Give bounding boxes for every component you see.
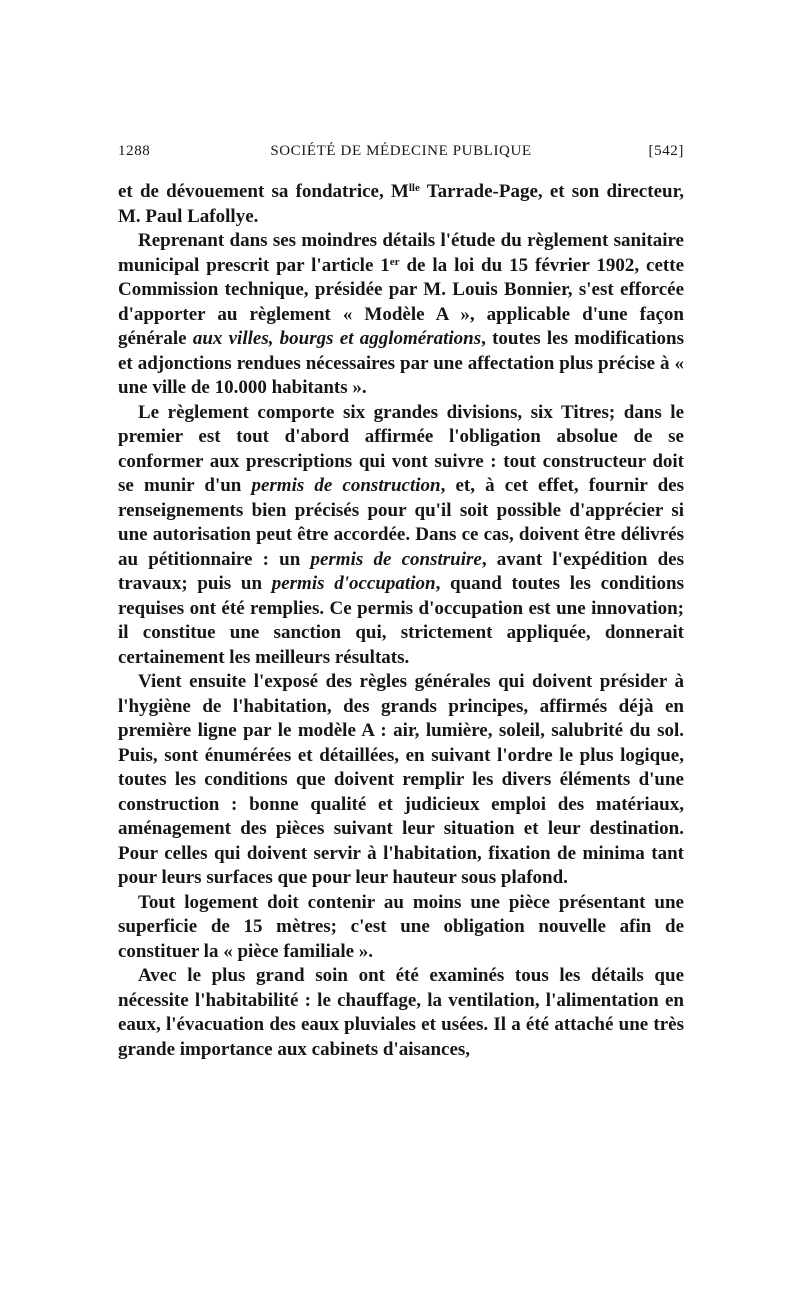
p1-text-2: Tarrade-Page, et son directeur, M. Paul Lafollye.	[118, 181, 685, 227]
p6-text-1: Avec le plus grand soin ont été examinés tous les détails que nécessite l'habitabilité : le chauffage, la ventilation, l'alimentation en eaux, l'évacuation des eaux pluviales et usées. Il a été attaché une très grande importance aux cabinets d'aisances,	[118, 965, 684, 1060]
p2-text-2: de la loi du 15 février 1902, cette Commission technique, présidée par M. Louis Bonnier, s'est efforcée d'apporter au règlement « Modèle A », applicable d'une façon générale	[118, 254, 685, 349]
p3-italic-2: permis de construire	[310, 548, 482, 570]
body-text	[118, 180, 684, 1062]
p1-text-1: et de dévouement sa fondatrice, M	[118, 181, 409, 202]
running-head	[118, 143, 684, 167]
p3-text-1: Le règlement comporte six grandes divisions, six Titres; dans le premier est tout d'abord affirmée l'obligation absolue de se conformer aux prescriptions qui vont suivre : tout constructeur doit se munir d'un	[118, 401, 684, 496]
section-ref: [542]	[648, 143, 684, 159]
p3-text-4: , quand toutes les conditions requises ont été remplies. Ce permis d'occupation est une innovation; il constitue une sanction qui, strictement appliquée, donnerait certainement les meilleurs résultats.	[118, 573, 684, 668]
p1-superscript: lle	[408, 182, 420, 194]
running-title: SOCIÉTÉ DE MÉDECINE PUBLIQUE	[270, 143, 532, 159]
p3-text-3: , avant l'expédition des travaux; puis un	[118, 548, 684, 594]
paragraph-3	[118, 401, 684, 671]
paragraph-1	[118, 180, 684, 229]
paragraph-5	[118, 891, 684, 965]
p3-text-2: , et, à cet effet, fournir des renseignements bien précisés pour qu'il soit possible d'apprécier si une autorisation peut être accordée. Dans ce cas, doivent être délivrés au pétitionnaire : un	[118, 475, 685, 570]
p3-italic-1: permis de construction	[251, 475, 441, 496]
p2-italic-1: aux villes, bourgs et agglomérations	[192, 328, 482, 349]
paragraph-4	[118, 670, 684, 891]
p5-text-1: Tout logement doit contenir au moins une pièce présentant une superficie de 15 mètres; c'est une obligation nouvelle afin de constituer la « pièce familiale ».	[118, 891, 684, 962]
paragraph-6	[118, 964, 684, 1062]
p2-text-3: , toutes les modifications et adjonctions rendues nécessaires par une affectation plus précise à « une ville de 10.000 habitants ».	[118, 328, 684, 398]
p4-text-1: Vient ensuite l'exposé des règles générales qui doivent présider à l'hygiène de l'habitation, des grands principes, affirmés déjà en première ligne par le modèle A : air, lumière, soleil, salubrité du sol. Puis, sont énumérées et détaillées, en suivant l'ordre le plus logique, toutes les conditions que doivent remplir les divers éléments d'une construction : bonne qualité et judicieux emploi des matériaux, aménagement des pièces suivant leur situation et leur destination. Pour celles qui doivent servir à l'habitation, fixation de minima tant pour leurs surfaces que pour leur hauteur sous plafond.	[118, 671, 684, 888]
p3-italic-3: permis d'occupation	[271, 573, 436, 594]
p2-text-1: Reprenant dans ses moindres détails l'étude du règlement sanitaire municipal prescrit par l'article 1	[118, 230, 684, 276]
p2-superscript: er	[389, 255, 400, 268]
paragraph-2	[118, 229, 684, 401]
page-number: 1288	[118, 143, 151, 159]
